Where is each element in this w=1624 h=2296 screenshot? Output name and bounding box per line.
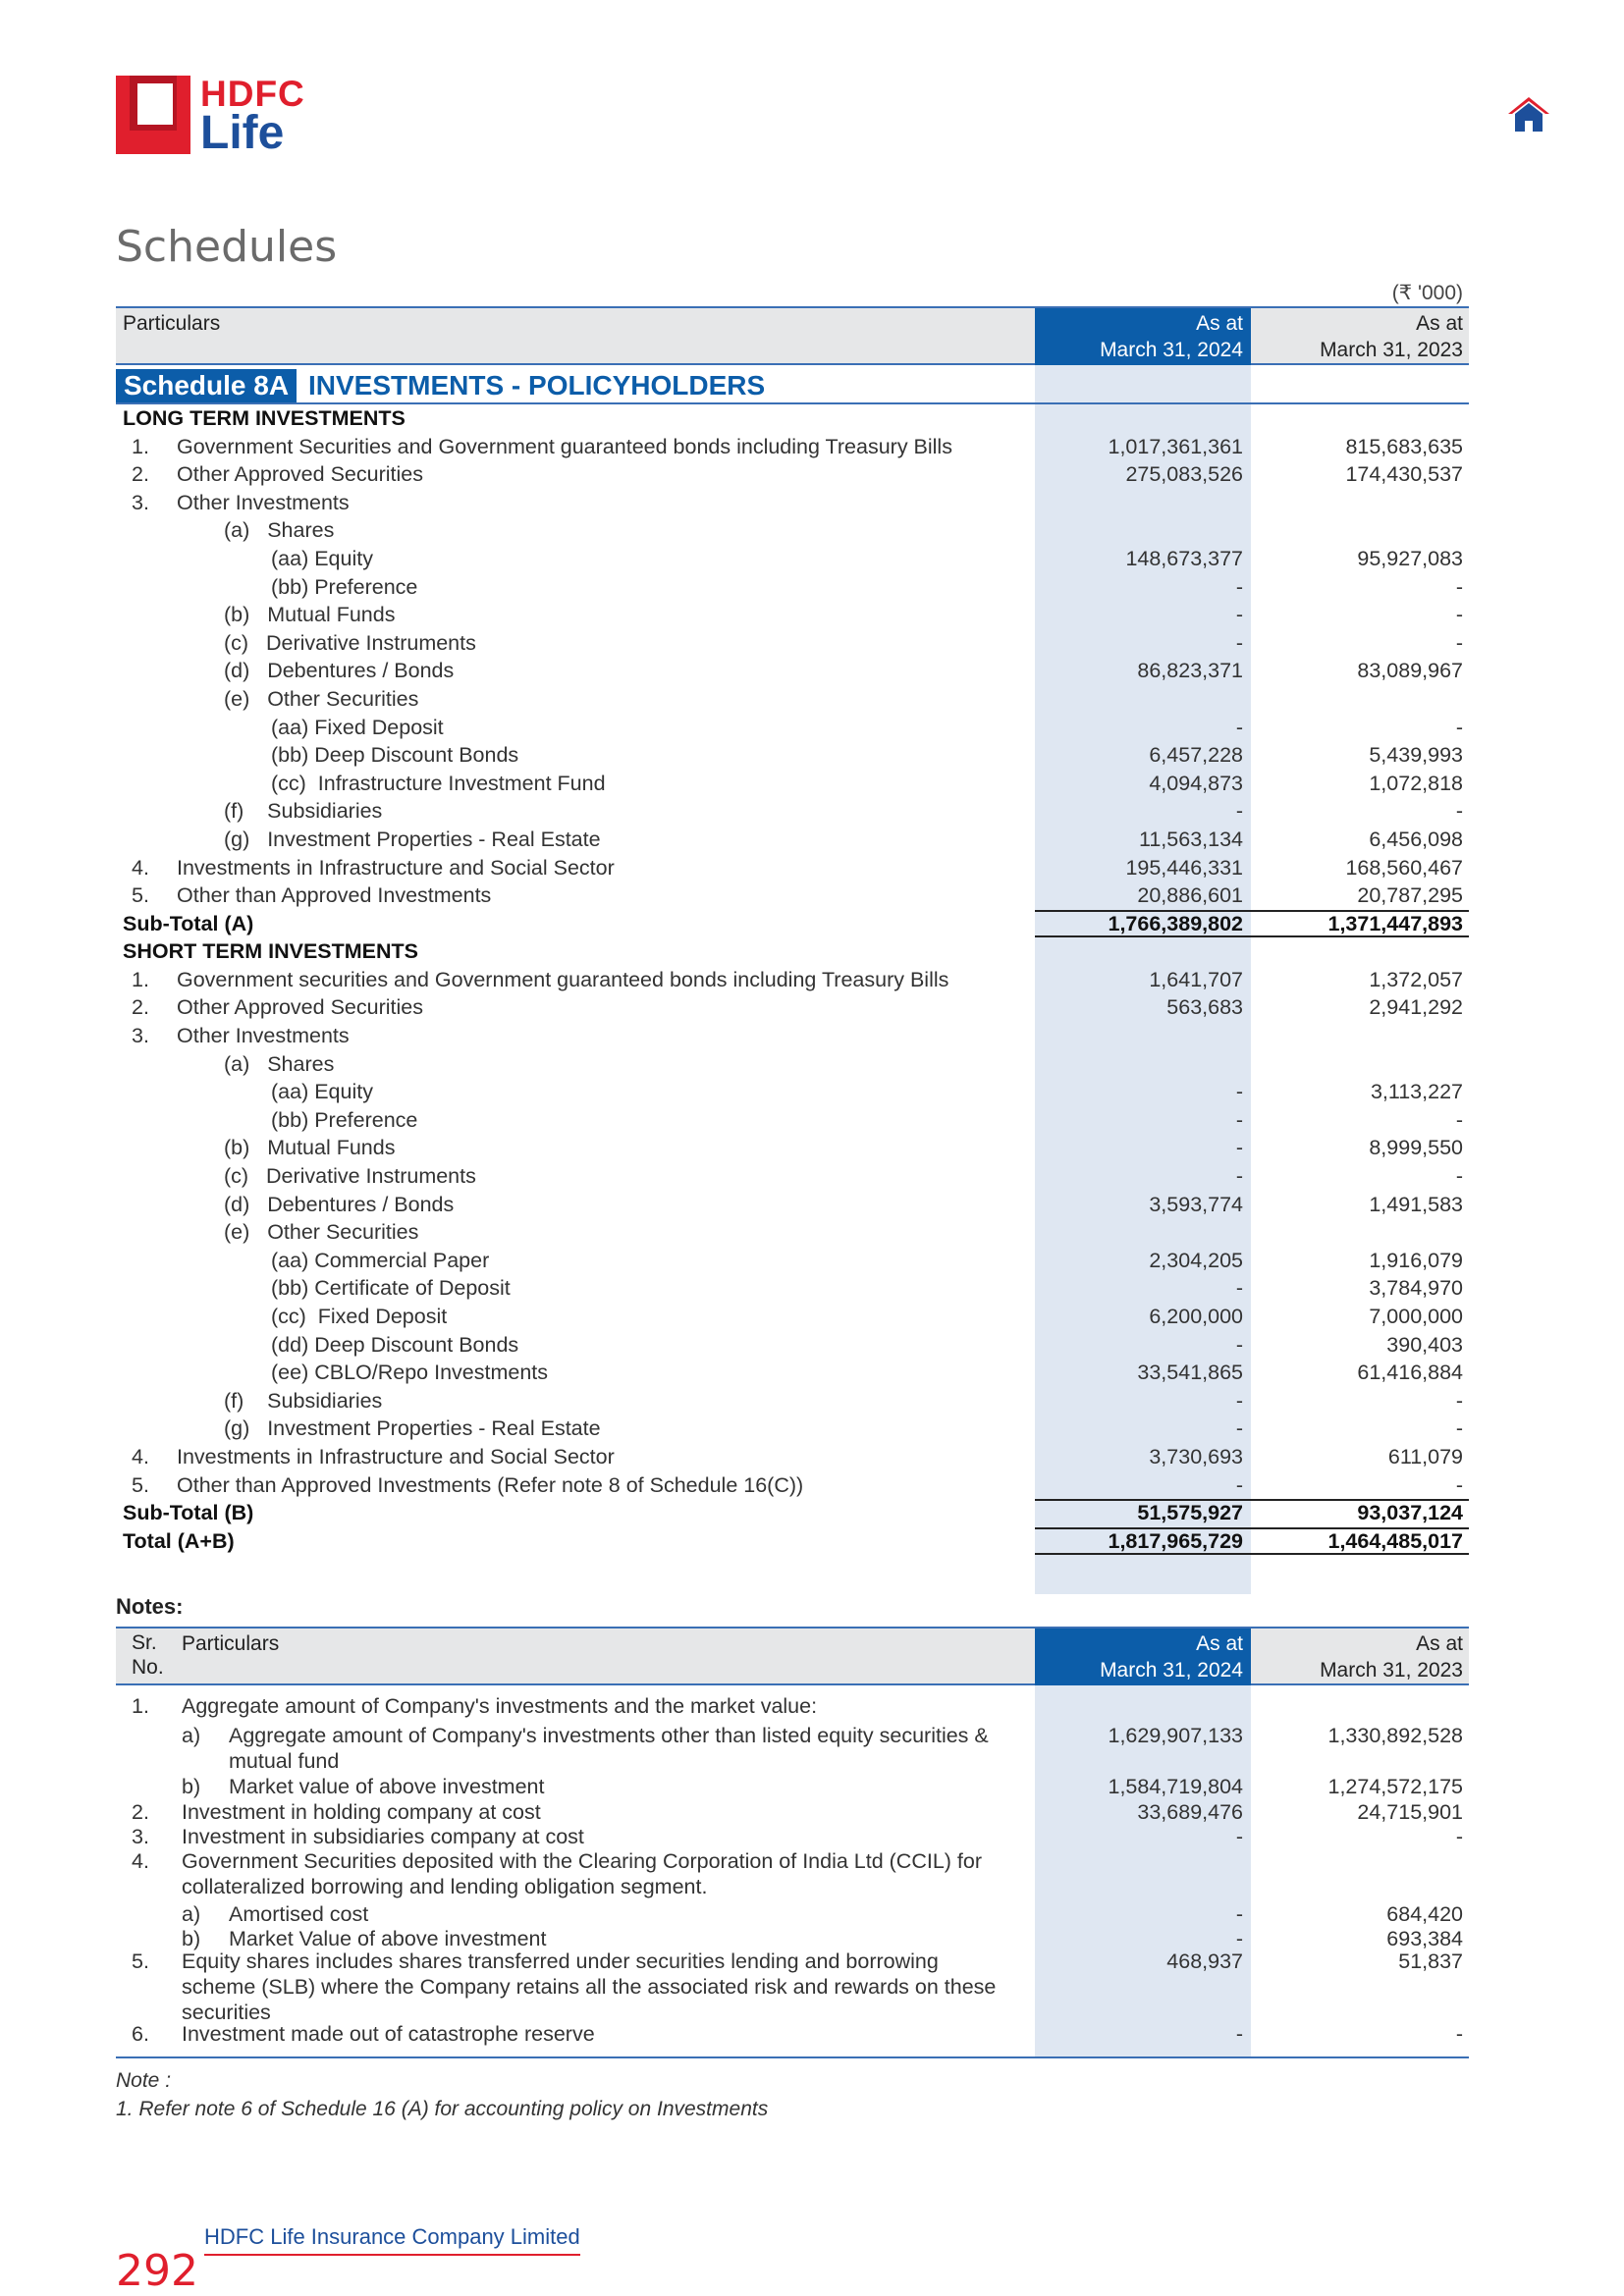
value-2024: -	[1235, 1107, 1243, 1132]
notes-value-2023: 1,274,572,175	[1327, 1775, 1463, 1798]
value-2023: -	[1455, 1107, 1463, 1132]
total-rule	[1251, 1527, 1469, 1529]
row-label: Other Approved Securities	[177, 462, 423, 487]
row-label: (bb) Preference	[271, 574, 418, 599]
table-row	[116, 404, 1469, 433]
value-2024: 1,017,361,361	[1108, 434, 1243, 458]
row-label: Government Securities and Government guaranteed bonds including Treasury Bills	[177, 434, 952, 458]
notes-text-line: collateralized borrowing and lending obligation segment.	[182, 1875, 708, 1898]
value-2023: 3,784,970	[1369, 1276, 1463, 1301]
logo-brand-text: HDFC	[200, 74, 305, 114]
value-2024: 51,575,927	[1137, 1501, 1243, 1525]
row-label: (a) Shares	[224, 1051, 335, 1076]
value-2024: -	[1235, 799, 1243, 824]
row-label: Investments in Infrastructure and Social Sector	[177, 855, 615, 880]
row-label: (bb) Deep Discount Bonds	[271, 743, 519, 768]
value-2023: 20,787,295	[1357, 883, 1463, 908]
value-2023: -	[1455, 799, 1463, 824]
notes-value-2024: -	[1235, 2022, 1243, 2046]
notes-text-line: Market Value of above investment	[229, 1927, 547, 1950]
total-rule	[1035, 1499, 1251, 1501]
value-2024: -	[1235, 1416, 1243, 1441]
value-2023: 1,464,485,017	[1327, 1528, 1463, 1553]
value-2023: 611,079	[1387, 1444, 1463, 1468]
value-2023: 1,372,057	[1369, 967, 1463, 991]
table-row	[116, 1022, 1469, 1050]
page-title: Schedules	[116, 222, 338, 272]
home-icon[interactable]	[1506, 94, 1551, 133]
value-2023: 1,072,818	[1369, 771, 1463, 795]
header-col-2023	[1251, 308, 1469, 365]
row-label: Other than Approved Investments	[177, 883, 492, 908]
table-row	[116, 1162, 1469, 1191]
row-label: Sub-Total (B)	[123, 1501, 254, 1525]
notes-value-2024: 1,629,907,133	[1108, 1724, 1243, 1747]
row-label: (aa) Equity	[271, 546, 373, 570]
table-row	[116, 993, 1469, 1022]
row-label: (f) Subsidiaries	[224, 799, 383, 824]
table-row	[116, 770, 1469, 798]
row-label: LONG TERM INVESTMENTS	[123, 406, 406, 430]
schedule-rows	[116, 404, 1469, 1555]
row-label: (ee) CBLO/Repo Investments	[271, 1361, 549, 1385]
value-2024: 275,083,526	[1125, 462, 1243, 487]
row-label: Sub-Total (A)	[123, 911, 254, 935]
notes-value-2023: -	[1455, 2022, 1463, 2046]
notes-text-line: Investment made out of catastrophe reserve	[182, 2022, 595, 2046]
row-label: Other Investments	[177, 490, 350, 514]
notes-text-line: Government Securities deposited with the Clearing Corporation of India Ltd (CCIL) for	[182, 1849, 983, 1873]
value-2023: 3,113,227	[1370, 1080, 1463, 1104]
notes-header-col-2023-line2: March 31, 2023	[1320, 1659, 1463, 1682]
notes-header-col-2024-line2: March 31, 2024	[1100, 1659, 1243, 1682]
row-number: 4.	[132, 1444, 149, 1468]
total-rule	[1251, 1499, 1469, 1501]
value-2024: -	[1235, 574, 1243, 599]
value-2023: 93,037,124	[1357, 1501, 1463, 1525]
value-2024: 563,683	[1166, 995, 1243, 1020]
value-2024: -	[1235, 1276, 1243, 1301]
notes-header-col-2023	[1251, 1629, 1469, 1685]
value-2023: -	[1455, 1416, 1463, 1441]
row-number: 2.	[132, 995, 149, 1020]
notes-text-line: Equity shares includes shares transferred under securities lending and borrowing	[182, 1949, 939, 1973]
table-row	[116, 1499, 1469, 1527]
table-row	[116, 937, 1469, 966]
table-row	[116, 433, 1469, 461]
table-row	[116, 1106, 1469, 1135]
value-2024: 20,886,601	[1137, 883, 1243, 908]
table-row	[116, 1134, 1469, 1162]
value-2024: -	[1235, 1080, 1243, 1104]
notes-text-line: Market value of above investment	[229, 1775, 545, 1798]
value-2023: -	[1455, 574, 1463, 599]
notes-sub-label: b)	[182, 1775, 201, 1798]
value-2023: -	[1455, 1388, 1463, 1413]
row-label: (b) Mutual Funds	[224, 1136, 396, 1160]
table-row	[116, 1274, 1469, 1303]
value-2023: 174,430,537	[1345, 462, 1463, 487]
row-label: (cc) Infrastructure Investment Fund	[271, 771, 606, 795]
notes-text-line: Amortised cost	[229, 1902, 369, 1926]
row-number: 4.	[132, 855, 149, 880]
header-col-2023-line2: March 31, 2023	[1320, 339, 1463, 361]
value-2024: 148,673,377	[1125, 546, 1243, 570]
table-row	[116, 1527, 1469, 1556]
row-label: Other Investments	[177, 1024, 350, 1048]
currency-unit-note: (₹ '000)	[1391, 282, 1463, 304]
notes-table	[116, 1627, 1469, 2058]
value-2023: 168,560,467	[1345, 855, 1463, 880]
table-row	[116, 1359, 1469, 1387]
value-2023: -	[1455, 715, 1463, 739]
value-2023: -	[1455, 603, 1463, 627]
notes-sr-number: 4.	[132, 1849, 149, 1873]
value-2024: 1,641,707	[1149, 967, 1243, 991]
table-row	[116, 714, 1469, 742]
table-row	[116, 854, 1469, 882]
header-col-2023-line1: As at	[1416, 312, 1463, 335]
row-label: Total (A+B)	[123, 1528, 235, 1553]
value-2024: -	[1235, 715, 1243, 739]
row-label: Other Approved Securities	[177, 995, 423, 1020]
value-2024: -	[1235, 1472, 1243, 1497]
total-rule	[1035, 910, 1251, 912]
value-2024: -	[1235, 1136, 1243, 1160]
table-row	[116, 1471, 1469, 1500]
row-label: (e) Other Securities	[224, 686, 419, 711]
table-row	[116, 1415, 1469, 1443]
value-2024: 33,541,865	[1137, 1361, 1243, 1385]
value-2024: 1,766,389,802	[1108, 911, 1243, 935]
value-2024: 3,730,693	[1149, 1444, 1243, 1468]
notes-value-2024: -	[1235, 1825, 1243, 1848]
value-2023: 1,916,079	[1369, 1248, 1463, 1272]
notes-sr-number: 6.	[132, 2022, 149, 2046]
footer-company-name: HDFC Life Insurance Company Limited	[204, 2224, 580, 2256]
row-label: (f) Subsidiaries	[224, 1388, 383, 1413]
notes-text-line: Investment in holding company at cost	[182, 1800, 541, 1824]
notes-rows	[116, 1685, 1469, 2056]
notes-sub-label: a)	[182, 1902, 201, 1926]
schedule-badge: Schedule 8A	[116, 369, 297, 402]
value-2024: 4,094,873	[1149, 771, 1243, 795]
footnote-title: Note :	[116, 2069, 172, 2092]
schedule-table	[116, 306, 1469, 1555]
notes-value-2023: 1,330,892,528	[1327, 1724, 1463, 1747]
notes-value-2023: 684,420	[1386, 1902, 1463, 1926]
value-2023: 1,491,583	[1369, 1192, 1463, 1216]
row-label: (c) Derivative Instruments	[224, 1164, 476, 1189]
row-label: (bb) Preference	[271, 1107, 418, 1132]
value-2023: -	[1455, 1472, 1463, 1497]
notes-sr-number: 2.	[132, 1800, 149, 1824]
value-2024: 11,563,134	[1138, 827, 1243, 851]
notes-header-particulars: Particulars	[182, 1632, 280, 1655]
total-underline	[1251, 1553, 1469, 1555]
row-label: (b) Mutual Funds	[224, 603, 396, 627]
row-number: 2.	[132, 462, 149, 487]
notes-value-2024: -	[1235, 1927, 1243, 1950]
notes-heading: Notes:	[116, 1594, 184, 1619]
table-row	[116, 1331, 1469, 1360]
value-2023: -	[1455, 630, 1463, 655]
value-2023: 6,456,098	[1369, 827, 1463, 851]
notes-table-header	[116, 1627, 1469, 1685]
row-label: (bb) Certificate of Deposit	[271, 1276, 511, 1301]
value-2023: 61,416,884	[1357, 1361, 1463, 1385]
notes-text-line: mutual fund	[229, 1749, 340, 1773]
row-label: (cc) Fixed Deposit	[271, 1305, 448, 1328]
row-label: (e) Other Securities	[224, 1220, 419, 1245]
value-2023: -	[1455, 1164, 1463, 1189]
notes-header-sr	[132, 1630, 164, 1680]
notes-text-line: scheme (SLB) where the Company retains all the associated risk and rewards on these	[182, 1975, 997, 1999]
notes-value-2024: 1,584,719,804	[1108, 1775, 1243, 1798]
table-row	[116, 629, 1469, 658]
value-2023: 2,941,292	[1369, 995, 1463, 1020]
table-row	[116, 741, 1469, 770]
value-2023: 815,683,635	[1345, 434, 1463, 458]
total-underline	[1035, 1553, 1251, 1555]
table-row	[116, 460, 1469, 489]
table-row	[116, 881, 1469, 910]
value-2023: 95,927,083	[1357, 546, 1463, 570]
value-2023: 8,999,550	[1369, 1136, 1463, 1160]
row-number: 1.	[132, 434, 149, 458]
row-label: (d) Debentures / Bonds	[224, 659, 455, 683]
notes-value-2023: -	[1455, 1825, 1463, 1848]
notes-header-sr-line2: No.	[132, 1656, 164, 1679]
row-label: (dd) Deep Discount Bonds	[271, 1332, 519, 1357]
table-row	[116, 966, 1469, 994]
row-label: (g) Investment Properties - Real Estate	[224, 827, 601, 851]
row-number: 5.	[132, 883, 149, 908]
notes-sr-number: 1.	[132, 1694, 149, 1718]
row-label: (d) Debentures / Bonds	[224, 1192, 455, 1216]
value-2024: -	[1235, 630, 1243, 655]
notes-value-2023: 693,384	[1386, 1927, 1463, 1950]
page-number: 292	[116, 2246, 198, 2296]
notes-sub-label: b)	[182, 1927, 201, 1950]
value-2023: 5,439,993	[1369, 743, 1463, 768]
notes-value-2023: 51,837	[1398, 1949, 1463, 1973]
value-2024: 6,457,228	[1149, 743, 1243, 768]
value-2024: 86,823,371	[1137, 659, 1243, 683]
schedule-title-row	[116, 365, 1469, 404]
schedule-title: INVESTMENTS - POLICYHOLDERS	[308, 370, 766, 400]
table-row	[116, 573, 1469, 602]
notes-sr-number: 3.	[132, 1825, 149, 1848]
row-label: (a) Shares	[224, 518, 335, 543]
row-label: Other than Approved Investments (Refer note 8 of Schedule 16(C))	[177, 1472, 804, 1497]
notes-header-sr-line1: Sr.	[132, 1631, 157, 1654]
header-col-2024-line1: As at	[1196, 312, 1243, 335]
row-label: Investments in Infrastructure and Social Sector	[177, 1444, 615, 1468]
notes-value-2024: 33,689,476	[1137, 1800, 1243, 1824]
value-2024: 3,593,774	[1149, 1192, 1243, 1216]
notes-text-line: Aggregate amount of Company's investments other than listed equity securities &	[229, 1724, 989, 1747]
table-row	[116, 685, 1469, 714]
value-2024: -	[1235, 603, 1243, 627]
table-row	[116, 1050, 1469, 1079]
table-row	[116, 910, 1469, 938]
value-2023: 7,000,000	[1369, 1305, 1463, 1328]
notes-table-bottom-rule	[116, 2056, 1469, 2058]
row-label: Government securities and Government guaranteed bonds including Treasury Bills	[177, 967, 949, 991]
notes-value-2023: 24,715,901	[1357, 1800, 1463, 1824]
notes-value-2024: -	[1235, 1902, 1243, 1926]
notes-header-col-2023-line1: As at	[1416, 1632, 1463, 1655]
row-label: (aa) Equity	[271, 1080, 373, 1104]
logo-sub-text: Life	[200, 107, 285, 159]
table-row	[116, 516, 1469, 545]
value-2024: 2,304,205	[1149, 1248, 1243, 1272]
footnote-text: 1. Refer note 6 of Schedule 16 (A) for accounting policy on Investments	[116, 2098, 769, 2120]
notes-text-line: Aggregate amount of Company's investments and the market value:	[182, 1694, 818, 1718]
value-2024: 1,817,965,729	[1108, 1528, 1243, 1553]
table-row	[116, 1191, 1469, 1219]
row-number: 5.	[132, 1472, 149, 1497]
row-label: (c) Derivative Instruments	[224, 630, 476, 655]
row-number: 3.	[132, 1024, 149, 1048]
row-label: (aa) Fixed Deposit	[271, 715, 444, 739]
logo-square-icon	[116, 76, 190, 154]
value-2024: 6,200,000	[1149, 1305, 1243, 1328]
header-col-2024-line2: March 31, 2024	[1100, 339, 1243, 361]
value-2024: 195,446,331	[1125, 855, 1243, 880]
value-2023: 83,089,967	[1357, 659, 1463, 683]
row-number: 3.	[132, 490, 149, 514]
row-label: (g) Investment Properties - Real Estate	[224, 1416, 601, 1441]
total-rule	[1035, 1527, 1251, 1529]
row-label: (aa) Commercial Paper	[271, 1248, 490, 1272]
table-row	[116, 1078, 1469, 1106]
row-label: SHORT TERM INVESTMENTS	[123, 939, 419, 964]
table-row	[116, 826, 1469, 854]
table-row	[116, 1443, 1469, 1471]
table-row	[116, 657, 1469, 685]
table-row	[116, 489, 1469, 517]
table-row	[116, 797, 1469, 826]
row-number: 1.	[132, 967, 149, 991]
table-row	[116, 1303, 1469, 1331]
notes-header-col-2024	[1035, 1629, 1251, 1685]
value-2024: -	[1235, 1388, 1243, 1413]
total-rule	[1251, 910, 1469, 912]
table-row	[116, 545, 1469, 573]
table-header	[116, 306, 1469, 365]
notes-sr-number: 5.	[132, 1949, 149, 1973]
notes-text-line: Investment in subsidiaries company at cost	[182, 1825, 584, 1848]
table-row	[116, 1387, 1469, 1415]
hdfc-life-logo	[116, 74, 305, 159]
value-2023: 1,371,447,893	[1327, 911, 1463, 935]
notes-value-2024: 468,937	[1166, 1949, 1243, 1973]
header-particulars: Particulars	[123, 312, 221, 335]
table-row	[116, 1247, 1469, 1275]
value-2024: -	[1235, 1332, 1243, 1357]
notes-header-col-2024-line1: As at	[1196, 1632, 1243, 1655]
value-2023: 390,403	[1386, 1332, 1463, 1357]
table-row	[116, 1218, 1469, 1247]
value-2024: -	[1235, 1164, 1243, 1189]
table-row	[116, 601, 1469, 629]
header-col-2024	[1035, 308, 1251, 365]
notes-sub-label: a)	[182, 1724, 201, 1747]
notes-text-line: securities	[182, 2001, 271, 2024]
